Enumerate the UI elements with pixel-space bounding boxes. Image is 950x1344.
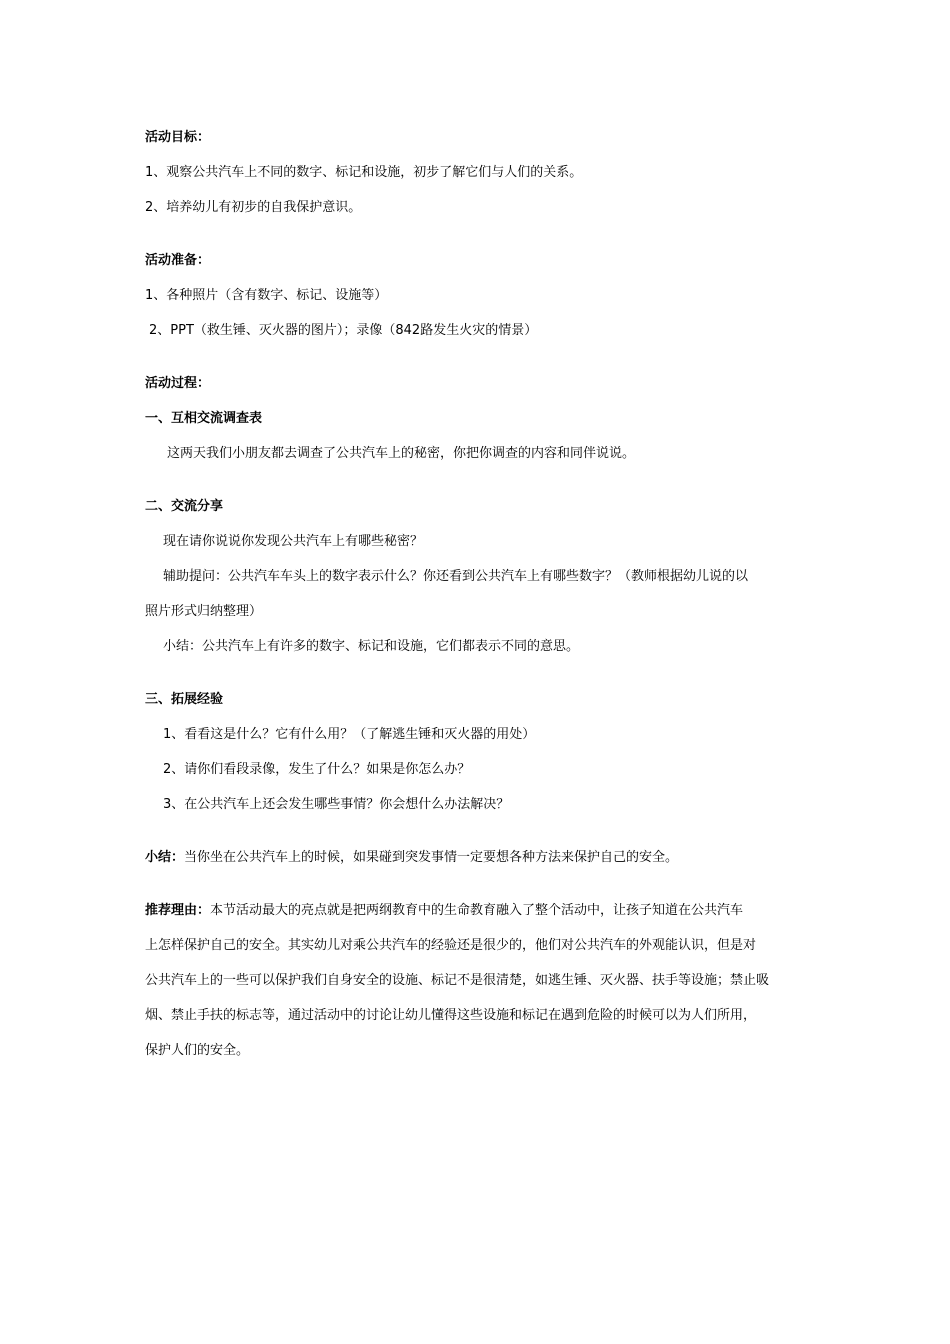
section2-title: 二、交流分享 [145, 499, 224, 514]
reason-paragraph [145, 893, 810, 1068]
process-heading: 活动过程： [145, 376, 211, 391]
document-page [145, 120, 810, 1068]
prep-item-1: 1、各种照片（含有数字、标记、设施等） [145, 288, 388, 303]
reason-text-1: 本节活动最大的亮点就是把两纲教育中的生命教育融入了整个活动中，让孩子知道在公共汽车 [210, 903, 744, 918]
goals-heading: 活动目标： [145, 130, 211, 145]
conclusion-text: 当你坐在公共汽车上的时候，如果碰到突发事情一定要想各种方法来保护自己的安全。 [184, 850, 679, 865]
prep-item-2: 2、PPT（救生锤、灭火器的图片）；录像（842路发生火灾的情景） [149, 323, 538, 338]
reason-line-5: 保护人们的安全。 [145, 1043, 250, 1058]
section2-question-2-line1: 辅助提问：公共汽车车头上的数字表示什么？你还看到公共汽车上有哪些数字？（教师根据幼儿说的以 [163, 569, 749, 584]
section2-question-2-line2: 照片形式归纳整理） [145, 604, 263, 619]
conclusion-label: 小结： [145, 850, 185, 865]
reason-line-2: 上怎样保护自己的安全。其实幼儿对乘公共汽车的经验还是很少的，他们对公共汽车的外观能认识，但是对 [145, 938, 757, 953]
reason-line-4: 烟、禁止手扶的标志等，通过活动中的讨论让幼儿懂得这些设施和标记在遇到危险的时候可以为人们所用， [145, 1008, 757, 1023]
section2-summary: 小结：公共汽车上有许多的数字、标记和设施，它们都表示不同的意思。 [163, 639, 580, 654]
goal-item-2: 2、培养幼儿有初步的自我保护意识。 [145, 200, 362, 215]
section3-item-3: 3、在公共汽车上还会发生哪些事情？你会想什么办法解决？ [163, 797, 510, 812]
reason-label: 推荐理由： [145, 903, 211, 918]
prep-heading: 活动准备： [145, 253, 211, 268]
goal-item-1: 1、观察公共汽车上不同的数字、标记和设施，初步了解它们与人们的关系。 [145, 165, 583, 180]
section1-title: 一、互相交流调查表 [145, 411, 263, 426]
reason-line-3: 公共汽车上的一些可以保护我们自身安全的设施、标记不是很清楚，如逃生锤、灭火器、扶手等设施；禁止吸 [145, 973, 770, 988]
section3-title: 三、拓展经验 [145, 692, 224, 707]
section1-text: 这两天我们小朋友都去调查了公共汽车上的秘密，你把你调查的内容和同伴说说。 [167, 446, 636, 461]
conclusion-paragraph [145, 840, 810, 875]
section3-item-2: 2、请你们看段录像，发生了什么？如果是你怎么办？ [163, 762, 471, 777]
section2-question-1: 现在请你说说你发现公共汽车上有哪些秘密？ [163, 534, 424, 549]
reason-line-1 [145, 893, 810, 928]
section3-item-1: 1、看看这是什么？它有什么用？（了解逃生锤和灭火器的用处） [163, 727, 536, 742]
